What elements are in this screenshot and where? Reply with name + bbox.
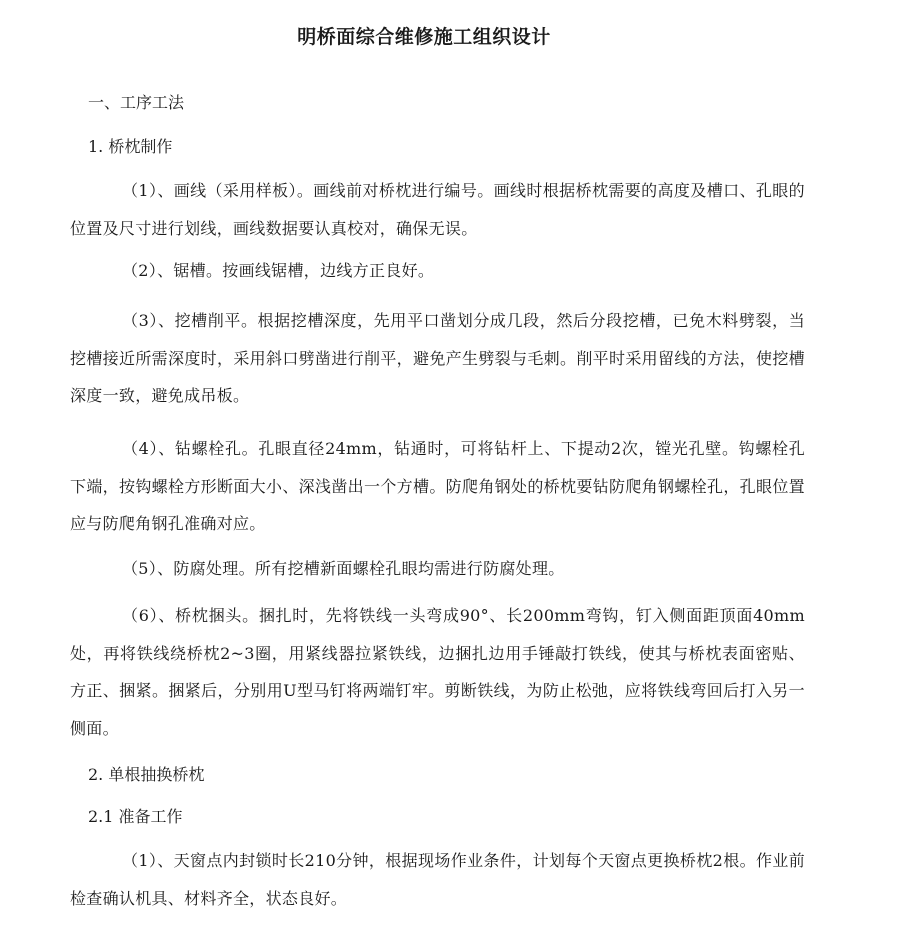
subsection-heading-2: 2. 单根抽换桥枕 — [88, 765, 205, 784]
paragraph-2-sawing: （2）、锯槽。按画线锯槽，边线方正良好。 — [122, 261, 435, 280]
section-heading-1: 一、工序工法 — [88, 93, 185, 112]
paragraph-4-drilling: （4）、钻螺栓孔。孔眼直径24mm，钻通时，可将钻杆上、下提动2次，镗光孔壁。钩螺栓孔下端，按钩螺栓方形断面大小、深浅凿出一个方槽。防爬角钢处的桥枕要钻防爬角钢螺栓孔，孔眼位置应与防爬角钢孔准确对应。 — [70, 439, 805, 533]
paragraph-7-preparation: （1）、天窗点内封锁时长210分钟，根据现场作业条件，计划每个天窗点更换桥枕2根。作业前检查确认机具、材料齐全，状态良好。 — [70, 851, 805, 908]
document-title: 明桥面综合维修施工组织设计 — [297, 26, 551, 48]
paragraph-1-marking: （1）、画线（采用样板）。画线前对桥枕进行编号。画线时根据桥枕需要的高度及槽口、孔眼的位置及尺寸进行划线，画线数据要认真校对，确保无误。 — [70, 181, 805, 238]
subsection-heading-1: 1. 桥枕制作 — [88, 137, 173, 156]
paragraph-5-anticorrosion: （5）、防腐处理。所有挖槽新面螺栓孔眼均需进行防腐处理。 — [122, 559, 565, 578]
subsection-heading-2-1: 2.1 准备工作 — [88, 807, 183, 826]
paragraph-6-binding: （6）、桥枕捆头。捆扎时，先将铁线一头弯成90°、长200mm弯钩，钉入侧面距顶面40mm处，再将铁线绕桥枕2~3圈，用紧线器拉紧铁线，边捆扎边用手锤敲打铁线，使其与桥枕表面密贴、方正、捆紧。捆紧后，分别用U型马钉将两端钉牢。剪断铁线，为防止松弛，应将铁线弯回后打入另一侧面。 — [70, 606, 805, 738]
paragraph-3-grooving: （3）、挖槽削平。根据挖槽深度，先用平口凿划分成几段，然后分段挖槽，已免木料劈裂，当挖槽接近所需深度时，采用斜口劈凿进行削平，避免产生劈裂与毛刺。削平时采用留线的方法，使挖槽深度一致，避免成吊板。 — [70, 311, 805, 405]
